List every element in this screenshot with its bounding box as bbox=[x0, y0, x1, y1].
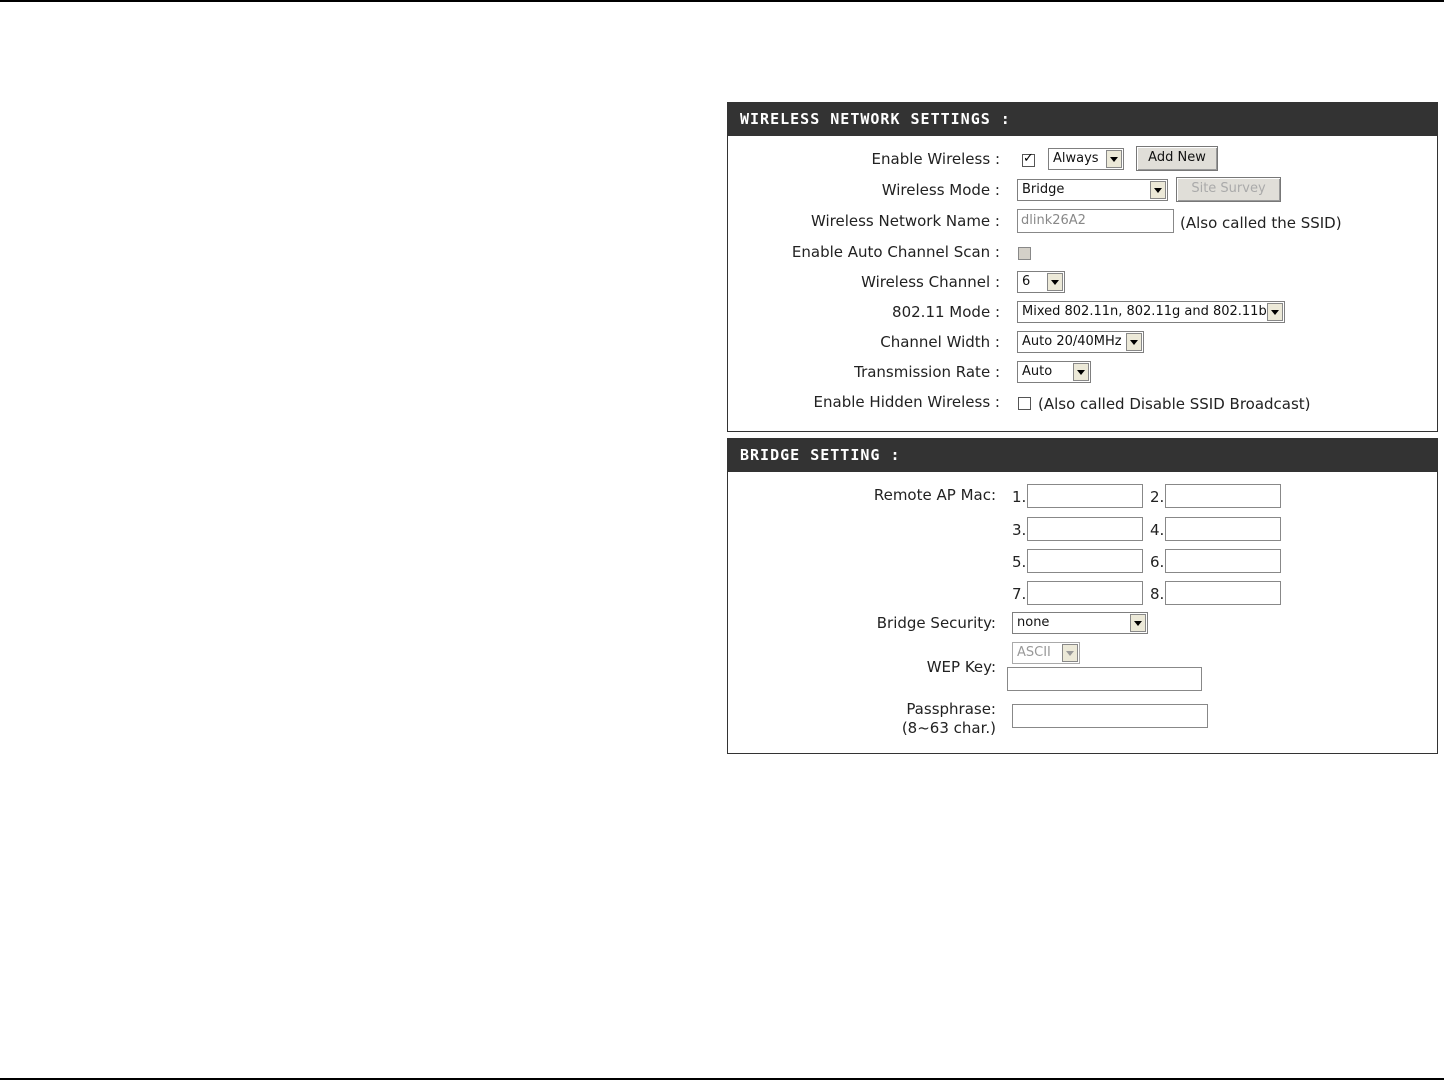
tx-rate-select[interactable] bbox=[1017, 361, 1091, 383]
wireless-channel-label: Wireless Channel : bbox=[861, 273, 1000, 291]
passphrase-label: Passphrase: bbox=[906, 700, 996, 718]
wireless-mode-value: Bridge bbox=[1022, 182, 1065, 197]
bottom-rule bbox=[0, 1078, 1444, 1080]
remote-mac-label: Remote AP Mac: bbox=[873, 486, 996, 504]
network-name-label: Wireless Network Name : bbox=[810, 212, 1000, 230]
site-survey-button[interactable]: Site Survey bbox=[1176, 177, 1281, 202]
wep-format-select[interactable] bbox=[1012, 642, 1080, 664]
hidden-wireless-hint: (Also called Disable SSID Broadcast) bbox=[1038, 395, 1311, 413]
remote-mac-input-2[interactable] bbox=[1165, 484, 1281, 508]
wireless-mode-label: Wireless Mode : bbox=[881, 181, 1000, 199]
wep-format-value: ASCII bbox=[1017, 645, 1051, 660]
mac-number: 3. bbox=[1012, 521, 1027, 539]
auto-channel-checkbox[interactable] bbox=[1018, 247, 1031, 260]
bridge-security-select[interactable] bbox=[1012, 612, 1148, 634]
auto-channel-label: Enable Auto Channel Scan : bbox=[791, 243, 1000, 261]
wireless-channel-select[interactable] bbox=[1017, 271, 1065, 293]
hidden-wireless-label: Enable Hidden Wireless : bbox=[813, 393, 1000, 411]
mac-number: 1. bbox=[1012, 488, 1027, 506]
chevron-down-icon bbox=[1126, 333, 1142, 351]
mac-number: 7. bbox=[1012, 585, 1027, 603]
bridge-settings-panel bbox=[727, 438, 1438, 754]
chevron-down-icon bbox=[1047, 273, 1063, 291]
channel-width-value: Auto 20/40MHz bbox=[1022, 334, 1122, 349]
remote-mac-input-7[interactable] bbox=[1027, 581, 1143, 605]
tx-rate-label: Transmission Rate : bbox=[854, 363, 1000, 381]
enable-wireless-checkbox[interactable] bbox=[1022, 154, 1035, 167]
schedule-select-value: Always bbox=[1053, 151, 1099, 166]
chevron-down-icon bbox=[1150, 181, 1166, 199]
wep-key-input[interactable] bbox=[1007, 667, 1202, 691]
chevron-down-icon bbox=[1267, 303, 1283, 321]
schedule-select[interactable] bbox=[1048, 148, 1124, 170]
network-name-hint: (Also called the SSID) bbox=[1180, 214, 1342, 232]
remote-mac-input-6[interactable] bbox=[1165, 549, 1281, 573]
mac-number: 5. bbox=[1012, 553, 1027, 571]
chevron-down-icon bbox=[1130, 614, 1146, 632]
bridge-security-label: Bridge Security: bbox=[876, 614, 996, 632]
channel-width-select[interactable] bbox=[1017, 331, 1144, 353]
wep-key-label: WEP Key: bbox=[926, 658, 996, 676]
mode-80211-label: 802.11 Mode : bbox=[892, 303, 1000, 321]
wireless-mode-select[interactable] bbox=[1017, 179, 1168, 201]
remote-mac-input-3[interactable] bbox=[1027, 517, 1143, 541]
mac-number: 2. bbox=[1150, 488, 1165, 506]
chevron-down-icon bbox=[1106, 150, 1122, 168]
enable-wireless-label: Enable Wireless : bbox=[871, 150, 1000, 168]
remote-mac-input-1[interactable] bbox=[1027, 484, 1143, 508]
hidden-wireless-checkbox[interactable] bbox=[1018, 397, 1031, 410]
bridge-settings-title: BRIDGE SETTING : bbox=[728, 439, 1437, 472]
wireless-channel-value: 6 bbox=[1022, 274, 1031, 289]
tx-rate-value: Auto bbox=[1022, 364, 1053, 379]
add-new-button[interactable]: Add New bbox=[1136, 146, 1218, 171]
chevron-down-icon bbox=[1073, 363, 1089, 381]
mac-number: 8. bbox=[1150, 585, 1165, 603]
network-name-input[interactable]: dlink26A2 bbox=[1017, 209, 1174, 233]
mac-number: 6. bbox=[1150, 553, 1165, 571]
chevron-down-icon bbox=[1062, 644, 1078, 662]
passphrase-input[interactable] bbox=[1012, 704, 1208, 728]
passphrase-sublabel: (8~63 char.) bbox=[901, 719, 996, 737]
remote-mac-input-5[interactable] bbox=[1027, 549, 1143, 573]
top-rule bbox=[0, 0, 1444, 2]
mode-80211-select[interactable] bbox=[1017, 301, 1285, 323]
remote-mac-input-8[interactable] bbox=[1165, 581, 1281, 605]
wireless-settings-title: WIRELESS NETWORK SETTINGS : bbox=[728, 103, 1437, 136]
remote-mac-input-4[interactable] bbox=[1165, 517, 1281, 541]
bridge-security-value: none bbox=[1017, 615, 1050, 630]
wireless-settings-panel bbox=[727, 102, 1438, 432]
channel-width-label: Channel Width : bbox=[880, 333, 1000, 351]
mac-number: 4. bbox=[1150, 521, 1165, 539]
mode-80211-value: Mixed 802.11n, 802.11g and 802.11b bbox=[1022, 304, 1267, 319]
